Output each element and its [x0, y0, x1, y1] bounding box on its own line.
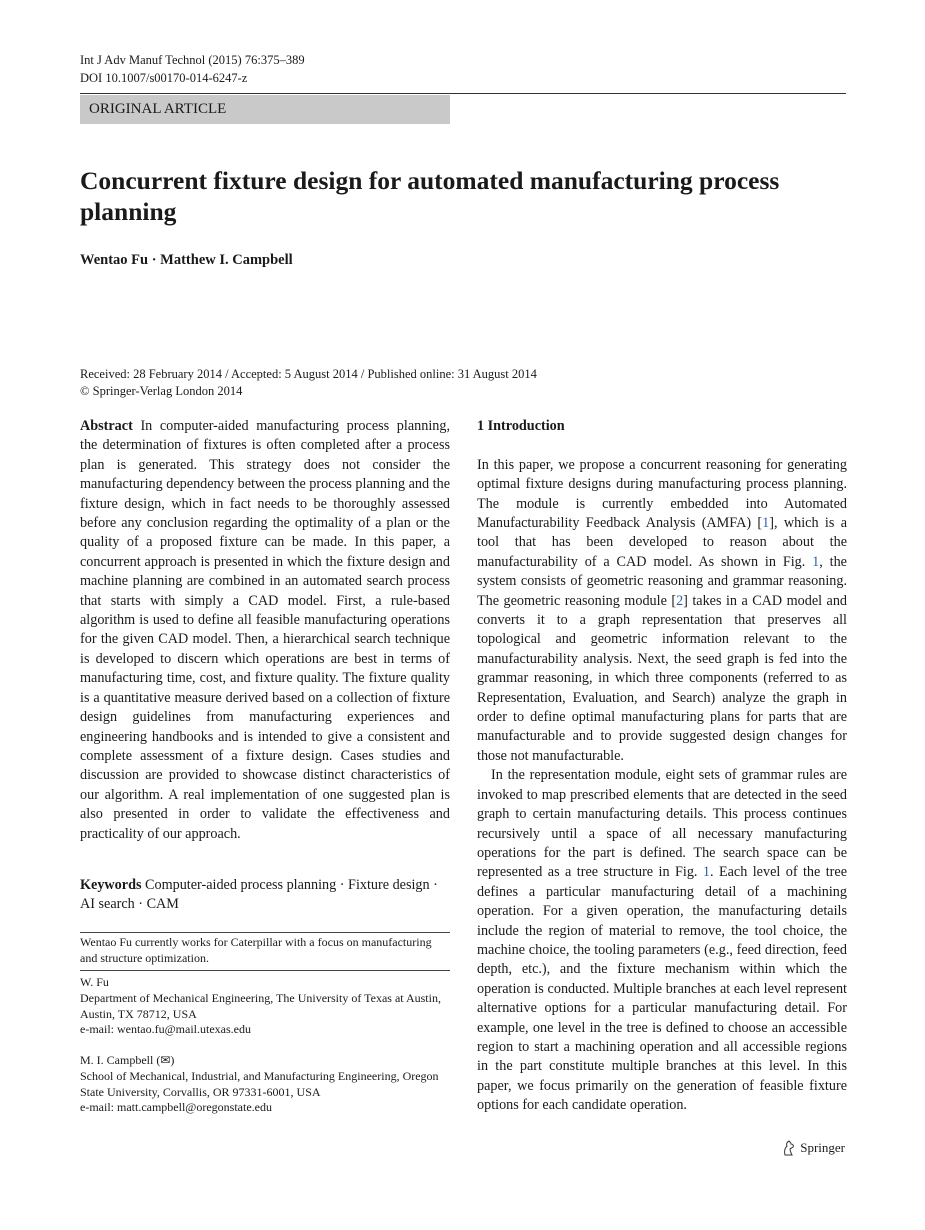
figure-link[interactable]: 1: [702, 864, 710, 881]
affiliation-dept: School of Mechanical, Industrial, and Manufacturing Engineering, Oregon State University, Corvallis, OR 97331-6001, USA: [80, 1068, 439, 1099]
affiliation-campbell: [80, 1053, 450, 1116]
author-note: Wentao Fu currently works for Caterpillar with a focus on manufacturing and structure optimization.: [80, 935, 432, 965]
text-run: In this paper, we propose a concurrent reasoning for generating optimal fixture designs during manufacturing process planning. The module is currently embedded into Automated Manufacturability Feedback Analysis (AMFA) [: [477, 456, 847, 532]
header-rule: [80, 93, 846, 94]
affiliation-name: M. I. Campbell (✉): [80, 1053, 175, 1067]
figure-link[interactable]: 1: [812, 553, 820, 570]
authors: Wentao Fu · Matthew I. Campbell: [80, 252, 293, 268]
citation-link[interactable]: 2: [676, 592, 684, 609]
publication-dates: [80, 366, 537, 400]
divider: [80, 932, 450, 933]
paper-title: Concurrent fixture design for automated manufacturing process planning: [80, 166, 780, 226]
dates-line: Received: 28 February 2014 / Accepted: 5 August 2014 / Published online: 31 August 2014: [80, 367, 537, 381]
publisher-footer: [782, 1140, 845, 1156]
citation-link[interactable]: 1: [762, 515, 770, 532]
section-heading: 1 Introduction: [477, 418, 565, 434]
journal-name: Int J Adv Manuf Technol (2015) 76:375–389: [80, 53, 305, 67]
affiliation-email[interactable]: e-mail: wentao.fu@mail.utexas.edu: [80, 1022, 251, 1037]
affiliation-dept: Department of Mechanical Engineering, The University of Texas at Austin, Austin, TX 78712, USA: [80, 990, 441, 1021]
affiliation-fu: [80, 975, 450, 1038]
text-run: ] takes in a CAD model and converts it to a graph representation that preserves all topological and geometric information relevant to the manufacturability analysis. Next, the seed graph is fed into the grammar reasoning, in which three components (referred to as Representation, Evaluation, and Search) analyze the graph in order to define optimal manufacturing plans for parts that are manufacturable and to provide suggested design changes for those not manufacturable.: [477, 592, 848, 764]
affiliation-name: W. Fu: [80, 975, 109, 989]
text-run: ], which is a tool that has been developed to reason about the manufacturability of a CAD model. As shown in Fig.: [477, 515, 847, 570]
springer-horse-icon: [782, 1140, 796, 1156]
journal-citation: [80, 51, 305, 87]
publisher-name: Springer: [800, 1140, 845, 1155]
intro-paragraph-1: [477, 456, 847, 767]
abstract: [80, 417, 450, 844]
introduction-section: [477, 417, 847, 1116]
text-run: , the system consists of geometric reasoning and grammar reasoning. The geometric reasoning module [: [477, 553, 847, 609]
keywords-label: Keywords: [80, 877, 142, 893]
copyright-line: © Springer-Verlag London 2014: [80, 384, 243, 398]
divider: [80, 970, 450, 971]
intro-paragraph-2: [477, 766, 847, 1115]
affiliation-email[interactable]: e-mail: matt.campbell@oregonstate.edu: [80, 1100, 272, 1115]
text-run: In the representation module, eight sets of grammar rules are invoked to map prescribed elements that are detected in the seed graph to certain manufacturing details. This process continues recursively until a space of all necessary manufacturing operations for the part is defined. The search space can be represented as a tree structure in Fig.: [477, 767, 847, 881]
article-type-banner: ORIGINAL ARTICLE: [80, 95, 450, 124]
abstract-text: In computer-aided manufacturing process planning, the determination of fixtures is often completed after a process plan is generated. This strategy does not consider the manufacturing dependency between the process planning and the fixture design, which in fact needs to be thoroughly assessed before any conclusion regarding the optimality of a plan or the quality of a proposed fixture can be made. In this paper, a concurrent approach is presented in which the fixture design and machine planning are combined in an automated search process that starts with simply a CAD model. First, a rule-based algorithm is used to define all feasible manufacturing operations for the given CAD model. Then, a hierarchical search technique is developed to discern which operations are best in terms of manufacturing time, cost, and fixture quality. The fixture quality is a quantitative measure derived based on a collection of fixture design guidelines from manufacturing experiences and engineering handbooks and is intended to give a consistent and complete assessment of a fixture design. Cases studies and discussion are provided to showcase distinct characteristics of our algorithm. A real implementation of one suggested plan is also presented in order to validate the effectiveness and practicality of our approach.: [80, 418, 450, 842]
abstract-label: Abstract: [80, 418, 133, 434]
keywords: [80, 876, 450, 915]
keywords-text: Computer-aided process planning · Fixture design · AI search · CAM: [80, 877, 438, 913]
text-run: . Each level of the tree defines a particular manufacturing detail of a machining operation. For a given operation, the manufacturing details include the region of material to remove, the tool choice, the machine choice, the tooling parameters (e.g., feed direction, feed depth, etc.), and the fixture mechanism within which the operation is conducted. Multiple branches at each level represent alternative options for a particular manufacturing detail. For example, one level in the tree is defined to choose an accessible region to start a machining operation and all accessible regions in the part constitute multiple branches at this level. In this paper, we focus primarily on the generation of feasible fixture options for each candidate operation.: [477, 864, 847, 1114]
doi[interactable]: DOI 10.1007/s00170-014-6247-z: [80, 71, 248, 85]
